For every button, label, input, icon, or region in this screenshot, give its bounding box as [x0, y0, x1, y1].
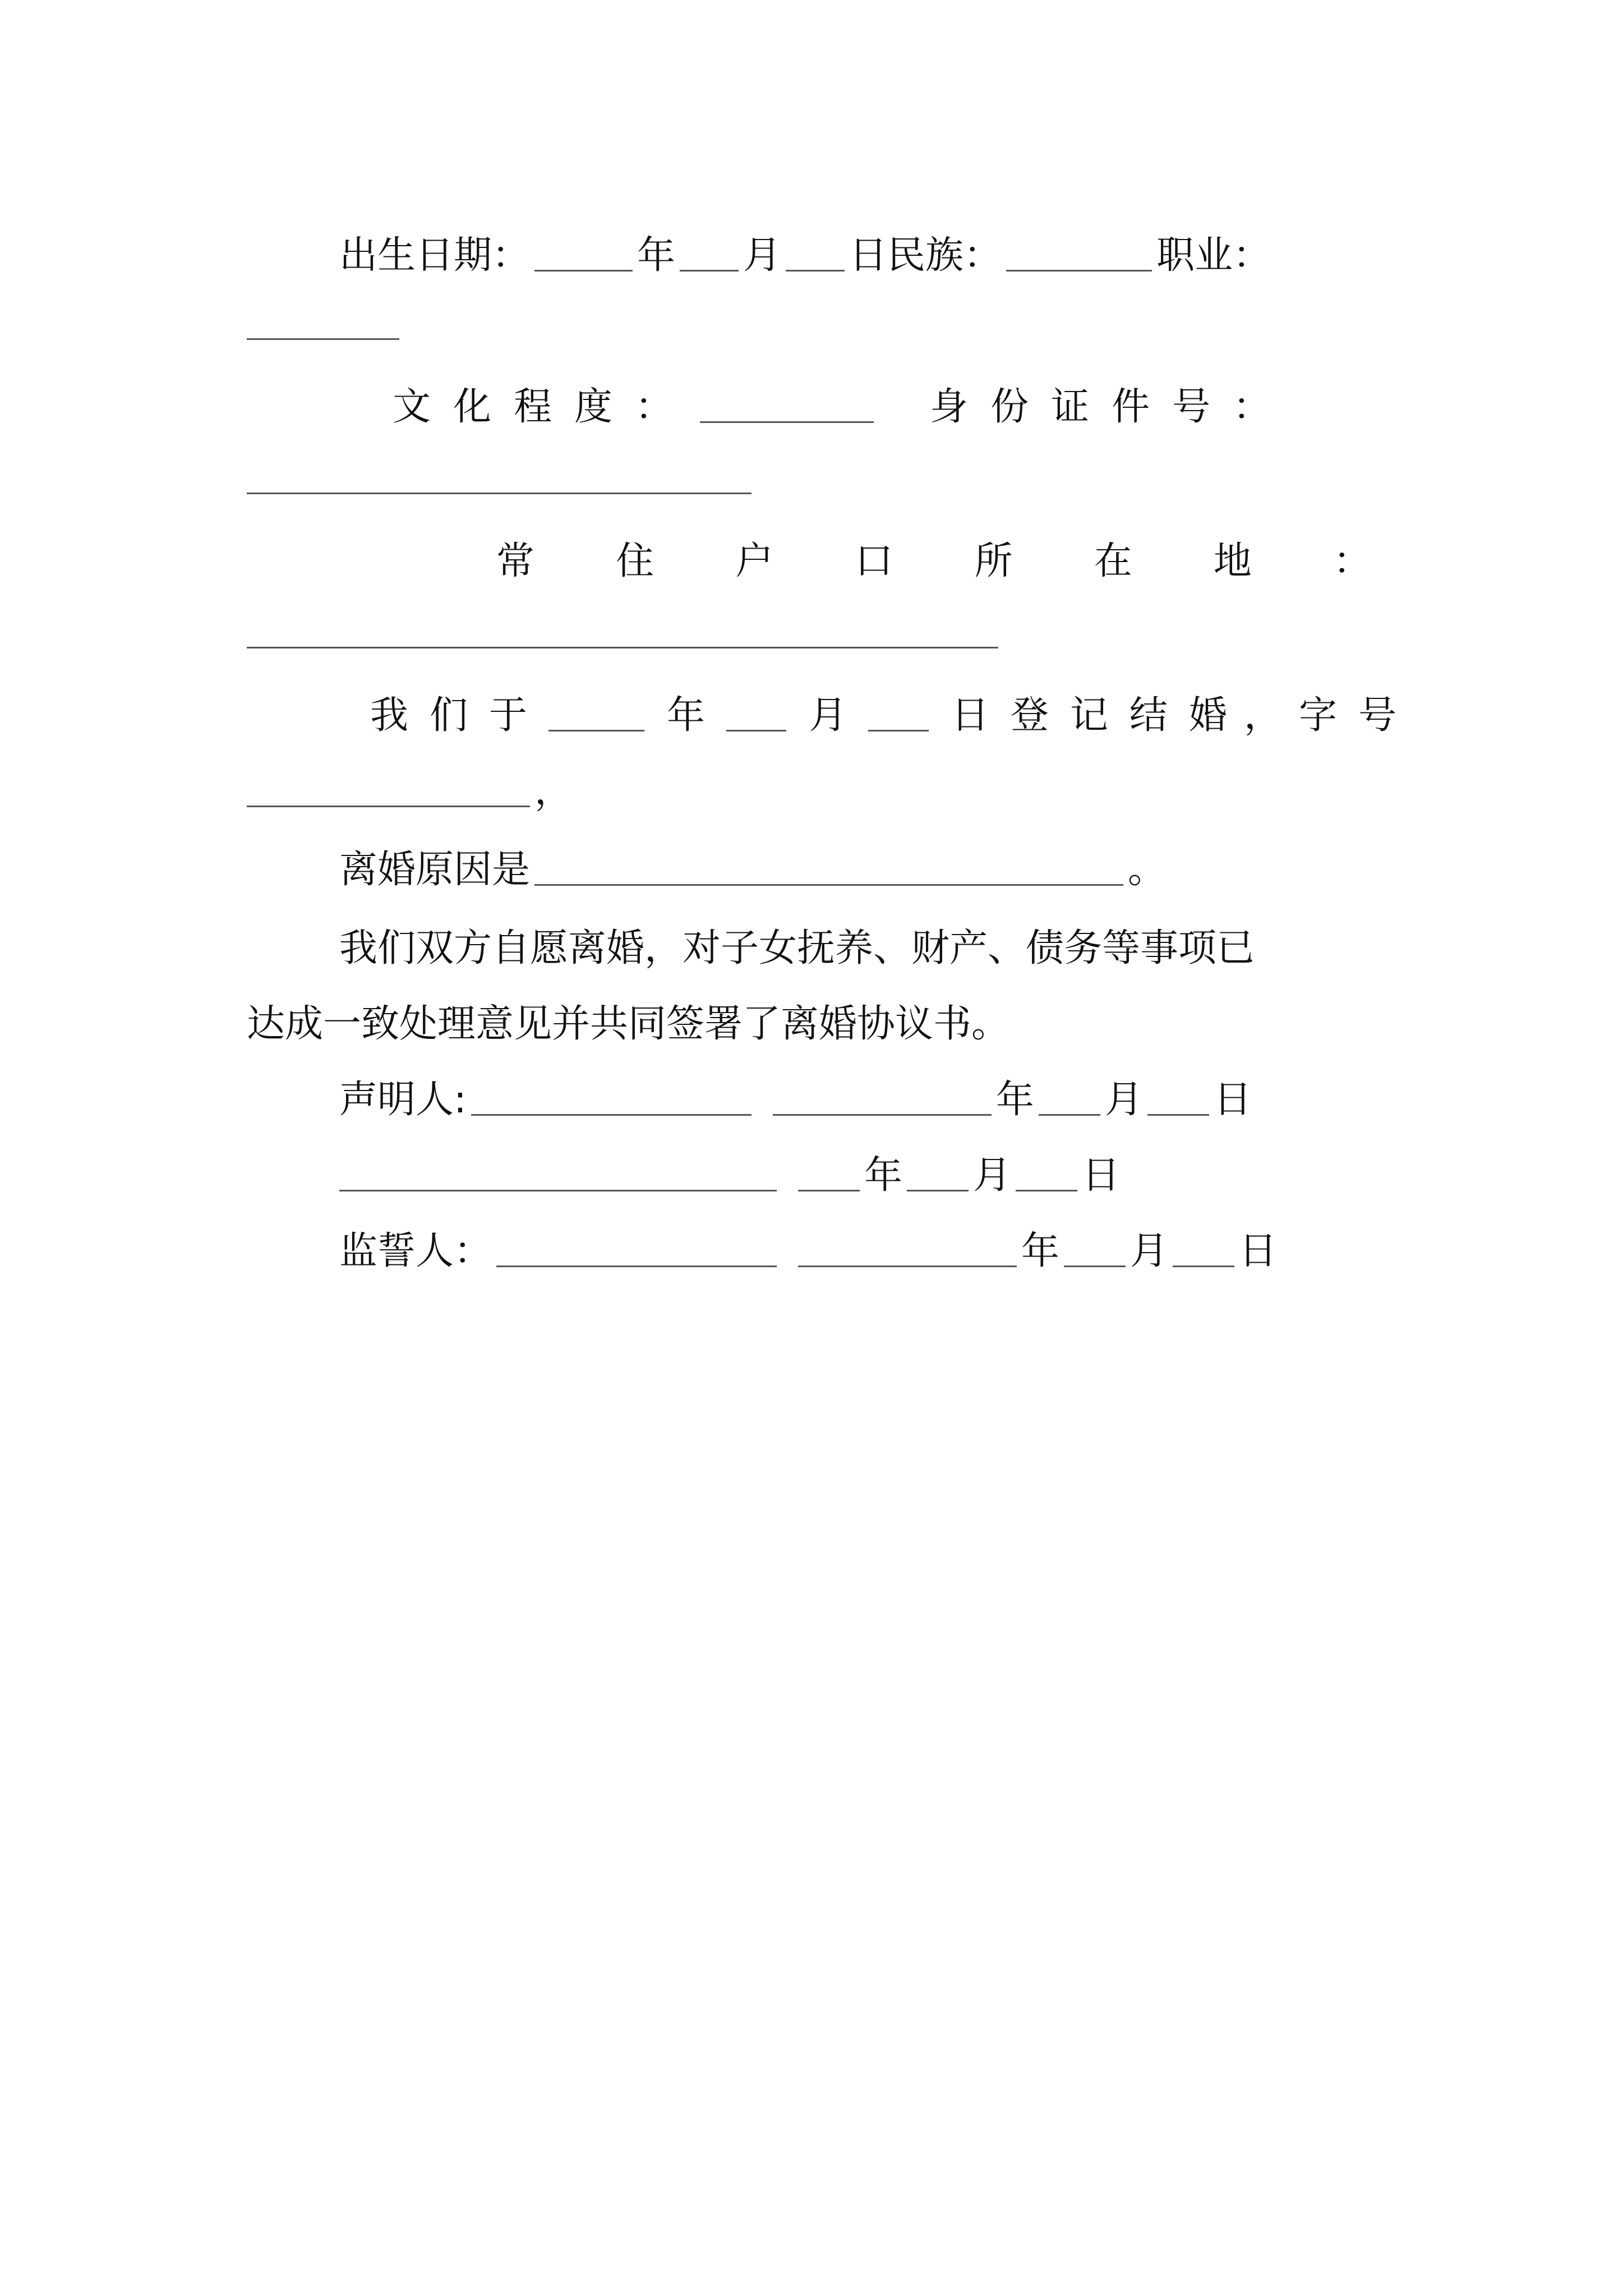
registered-char: 号 — [1358, 693, 1396, 738]
declarant-year-blank-2[interactable] — [798, 1185, 860, 1191]
marriage-line — [370, 673, 1396, 738]
date-day: 日 — [1213, 1078, 1252, 1122]
year-label: 年 — [666, 693, 705, 738]
id-char: 证 — [1051, 385, 1090, 429]
reason-line — [339, 827, 1237, 892]
residence-char: 所 — [974, 539, 1013, 583]
residence-char: 地 — [1213, 539, 1252, 583]
id-char: 件 — [1112, 385, 1150, 429]
education-line — [393, 365, 1371, 429]
period: 。 — [1128, 848, 1166, 892]
residence-char: 口 — [855, 539, 893, 583]
education-char: 度 — [574, 385, 613, 429]
declarant-month-blank-1[interactable] — [1039, 1110, 1100, 1116]
education-char: 文 — [393, 385, 431, 429]
supervisor-month-blank[interactable] — [1064, 1261, 1126, 1267]
residence-line — [496, 519, 1371, 581]
marriage-month-blank[interactable] — [726, 725, 786, 731]
supervisor-line — [339, 1209, 1349, 1271]
date-month: 月 — [973, 1153, 1012, 1198]
id-number-blank[interactable] — [247, 493, 751, 494]
registered-char: 登 — [1010, 693, 1049, 738]
marriage-year-blank[interactable] — [548, 725, 644, 731]
comma: ， — [534, 769, 573, 813]
month-label: 月 — [809, 693, 847, 738]
date-day: 日 — [1239, 1229, 1278, 1273]
id-char: ： — [1233, 385, 1271, 429]
supervisor-name-blank[interactable] — [496, 1261, 777, 1267]
declarant-month-blank-2[interactable] — [907, 1185, 969, 1191]
date-year: 年 — [1021, 1229, 1060, 1273]
declarant-line-1 — [339, 1057, 1349, 1122]
birth-date-line — [339, 213, 1478, 278]
declarant-day-blank-2[interactable] — [1016, 1185, 1077, 1191]
we-char: 于 — [489, 693, 528, 738]
date-year: 年 — [864, 1153, 903, 1198]
residence-blank[interactable] — [247, 647, 998, 648]
declarant-name-blank-2[interactable] — [339, 1185, 777, 1191]
birth-date-label: 出生日期： — [339, 233, 531, 278]
id-char: 号 — [1172, 385, 1211, 429]
reason-label: 离婚原因是 — [339, 848, 531, 892]
declarant-label: 声明人: — [339, 1078, 467, 1122]
supervisor-label: 监誓人： — [339, 1229, 492, 1273]
residence-char: 户 — [735, 539, 774, 583]
certificate-number-blank[interactable] — [247, 801, 530, 807]
date-month: 月 — [1130, 1229, 1169, 1273]
birth-year-blank[interactable] — [534, 265, 633, 272]
registered-char: 字 — [1298, 693, 1337, 738]
supervisor-extra-blank[interactable] — [798, 1261, 1017, 1267]
registered-char: ， — [1243, 693, 1282, 738]
date-month: 月 — [1104, 1078, 1143, 1122]
occupation-label: 职业： — [1156, 233, 1271, 278]
year-label: 年 — [637, 233, 676, 278]
birth-month-blank[interactable] — [680, 265, 739, 272]
residence-char: 常 — [496, 539, 535, 583]
declarant-extra-blank-1[interactable] — [773, 1110, 992, 1116]
month-label: 月 — [743, 233, 782, 278]
date-year: 年 — [995, 1078, 1034, 1122]
reason-blank[interactable] — [534, 880, 1123, 886]
we-char: 们 — [430, 693, 468, 738]
residence-char: 在 — [1094, 539, 1132, 583]
date-day: 日 — [1082, 1153, 1121, 1198]
registered-char: 婚 — [1188, 693, 1227, 738]
occupation-blank[interactable] — [247, 338, 399, 340]
id-char: 身 — [930, 385, 969, 429]
registered-char: 记 — [1069, 693, 1108, 738]
residence-char: 住 — [616, 539, 654, 583]
we-char: 我 — [370, 693, 409, 738]
agreement-line-1 — [339, 906, 1394, 968]
agreement-text-2: 达成一致处理意见并共同签署了离婚协议书。 — [247, 1002, 1010, 1046]
agreement-text-1: 我们双方自愿离婚，对子女抚养、财产、债务等事项已 — [339, 926, 1255, 970]
certificate-number-line — [247, 749, 583, 811]
education-char: ： — [635, 385, 674, 429]
supervisor-day-blank[interactable] — [1173, 1261, 1234, 1267]
day-ethnic-label: 日民族： — [849, 233, 1002, 278]
education-char: 程 — [514, 385, 552, 429]
day-label: 日 — [951, 693, 989, 738]
registered-char: 结 — [1129, 693, 1168, 738]
ethnicity-blank[interactable] — [1006, 265, 1152, 272]
declarant-line-2 — [339, 1133, 1237, 1198]
declarant-name-blank-1[interactable] — [471, 1110, 751, 1116]
marriage-day-blank[interactable] — [868, 725, 928, 731]
education-blank[interactable] — [700, 417, 874, 423]
education-char: 化 — [453, 385, 492, 429]
residence-char: ： — [1332, 539, 1371, 583]
birth-day-blank[interactable] — [786, 265, 845, 272]
id-char: 份 — [990, 385, 1029, 429]
declarant-day-blank-1[interactable] — [1147, 1110, 1209, 1116]
agreement-line-2 — [247, 982, 1144, 1046]
